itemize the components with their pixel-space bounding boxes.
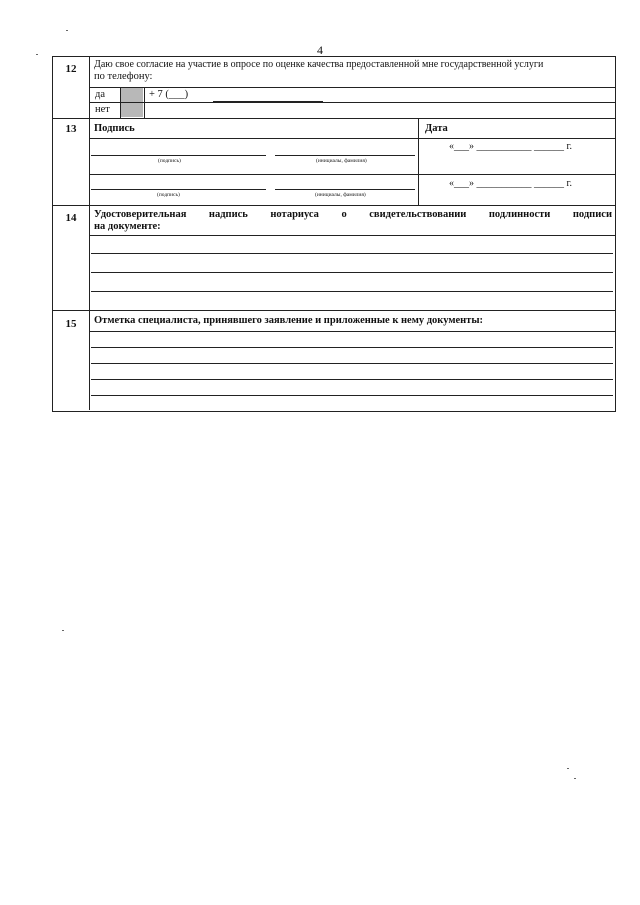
row-12-13-separator	[53, 118, 615, 119]
scan-speck	[36, 54, 38, 55]
date-2-field[interactable]: «___» ___________ ______ г.	[449, 178, 572, 189]
checkbox-column-right	[144, 87, 145, 118]
row-15-specialist-text: Отметка специалиста, принявшего заявление и приложенные к нему документы:	[94, 315, 484, 326]
scan-speck	[62, 630, 64, 631]
specialist-line-5[interactable]	[91, 395, 613, 396]
no-label: нет	[95, 104, 110, 115]
row-12-consent-line1: Даю свое согласие на участие в опросе по оценке качества предоставленной мне государственной услуги	[94, 59, 544, 70]
row-12-consent-line2: по телефону:	[94, 71, 153, 82]
phone-number-field[interactable]: + 7 (___)	[149, 89, 189, 100]
row-12-divider-mid	[89, 102, 615, 103]
page-number: 4	[317, 43, 323, 57]
signature-1-name-line[interactable]	[275, 155, 415, 156]
row-14-number: 14	[65, 212, 77, 224]
row-15-number: 15	[65, 318, 77, 330]
specialist-line-1[interactable]	[89, 331, 615, 332]
specialist-line-4[interactable]	[91, 379, 613, 380]
signature-2-caption: (подпись)	[157, 192, 180, 198]
row-12-number: 12	[65, 63, 77, 75]
date-header: Дата	[425, 123, 448, 134]
signature-1-line[interactable]	[91, 155, 266, 156]
notary-line-4[interactable]	[91, 291, 613, 292]
row-14-15-separator	[53, 310, 615, 311]
number-column-divider	[89, 57, 90, 410]
row-12-divider-top	[89, 87, 615, 88]
checkbox-column-left	[120, 87, 121, 118]
row-13-number: 13	[65, 123, 77, 135]
signature-1-name-caption: (инициалы, фамилия)	[316, 158, 367, 164]
notary-line-3[interactable]	[91, 272, 613, 273]
row-14-notary-line1: Удостоверительная надпись нотариуса о свидетельствовании подлинности подписи	[94, 209, 612, 220]
specialist-line-2[interactable]	[91, 347, 613, 348]
no-checkbox[interactable]	[121, 103, 143, 117]
application-form-table	[52, 56, 616, 412]
row-13-14-separator	[53, 205, 615, 206]
row-14-notary-line2: на документе:	[94, 221, 161, 232]
scan-speck	[66, 30, 68, 31]
row-13-header-line	[89, 138, 615, 139]
signature-date-divider	[418, 118, 419, 206]
row-14-notary-text	[94, 209, 612, 233]
date-1-field[interactable]: «___» ___________ ______ г.	[449, 141, 572, 152]
signature-2-line[interactable]	[91, 189, 266, 190]
yes-checkbox[interactable]	[121, 88, 143, 102]
signature-2-name-caption: (инициалы, фамилия)	[315, 192, 366, 198]
notary-line-2[interactable]	[91, 253, 613, 254]
notary-line-1[interactable]	[89, 235, 615, 236]
scan-speck	[574, 778, 576, 779]
signature-1-caption: (подпись)	[158, 158, 181, 164]
row-12-consent-text	[94, 59, 612, 83]
yes-label: да	[95, 89, 106, 100]
specialist-line-3[interactable]	[91, 363, 613, 364]
row-13-mid-line	[89, 174, 615, 175]
signature-header: Подпись	[94, 123, 135, 134]
signature-2-name-line[interactable]	[275, 189, 415, 190]
scan-speck	[567, 768, 569, 769]
